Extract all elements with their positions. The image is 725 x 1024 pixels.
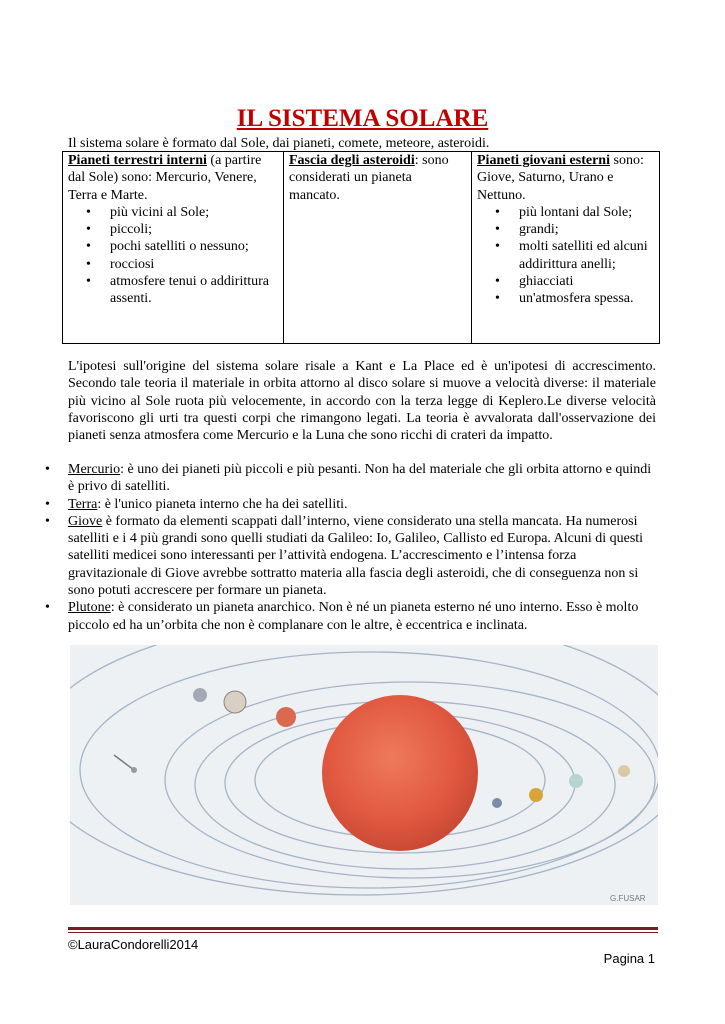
planet-note-plutone (68, 599, 656, 634)
planet-description: : è uno dei pianeti più piccoli e più pesanti. Non ha del materiale che gli orbita attorno e quindi è privo di satelliti. (68, 462, 652, 495)
inner-planets-text: (a partire dal Sole) sono: Mercurio, Venere, Terra e Marte. (68, 153, 262, 203)
planet-note-mercurio (68, 461, 656, 496)
sun-shape (322, 695, 478, 851)
planets-table (62, 151, 660, 344)
asteroid-belt-heading: Fascia degli asteroidi (289, 153, 415, 168)
list-item: • rocciosi (110, 256, 278, 273)
solar-system-drawing (70, 645, 658, 905)
list-item: • ghiacciati (519, 273, 654, 290)
outer-planets-heading: Pianeti giovani esterni (477, 153, 610, 168)
planet-name: Mercurio (68, 462, 121, 477)
comet-shape (131, 767, 137, 773)
list-item: • molti satelliti ed alcuni addirittura anelli; (519, 238, 654, 273)
asteroid-belt-cell (284, 152, 472, 344)
footer-rule (68, 932, 658, 933)
footer-rule (68, 927, 658, 930)
asteroid-belt-text: : sono considerati un pianeta mancato. (289, 153, 449, 203)
outer-planets-text: sono: Giove, Saturno, Urano e Nettuno. (477, 153, 644, 203)
page-number: Pagina 1 (603, 951, 655, 966)
planet-shape (569, 774, 583, 788)
planet-name: Giove (68, 513, 103, 529)
drawing-signature: G.FUSAR (610, 894, 646, 903)
footer-copyright: ©LauraCondorelli2014 (68, 937, 199, 952)
list-item: • grandi; (519, 221, 654, 238)
outer-planets-list (477, 204, 654, 308)
page-title: IL SISTEMA SOLARE (236, 105, 489, 132)
list-item: • più lontani dal Sole; (519, 204, 654, 221)
planet-notes-list (68, 461, 656, 634)
planet-shape (618, 765, 630, 777)
inner-planets-heading: Pianeti terrestri interni (68, 153, 207, 168)
planet-description: : è considerato un pianeta anarchico. Non è né un pianeta esterno né uno interno. Esso è molto piccolo ed ha un’orbita che non è complanare con le altre, è eccentrica e inclinata. (68, 600, 639, 633)
list-item: • piccoli; (110, 221, 278, 238)
planet-note-giove (68, 513, 656, 599)
planet-shape (529, 788, 543, 802)
planet-shape (492, 798, 502, 808)
inner-planets-cell (63, 152, 284, 344)
planet-shape (193, 688, 207, 702)
planet-note-terra (68, 496, 656, 513)
planet-description: : è l'unico pianeta interno che ha dei satelliti. (97, 496, 348, 512)
list-item: • atmosfere tenui o addirittura assenti. (110, 273, 278, 308)
planet-name: Terra (68, 496, 98, 512)
intro-text: Il sistema solare è formato dal Sole, dai pianeti, comete, meteore, asteroidi. (68, 136, 490, 151)
list-item: • un'atmosfera spessa. (519, 290, 654, 307)
planet-shape (224, 691, 246, 713)
list-item: • più vicini al Sole; (110, 204, 278, 221)
origin-paragraph: L'ipotesi sull'origine del sistema solare risale a Kant e La Place ed è un'ipotesi di accrescimento. Secondo tale teoria il materiale in orbita attorno al disco solare si muove a velocità diverse: il materiale più vicino al Sole ruota più velocemente, in accordo con la terza legge di Keplero.Le diverse velocità favoriscono gli urti tra questi corpi che rimangono legati. La teoria è avvalorata dall'osservazione dei pianeti senza atmosfera come Mercurio e la Luna che sono ricchi di crateri da impatto. (68, 359, 656, 444)
list-item: • pochi satelliti o nessuno; (110, 238, 278, 255)
planet-name: Plutone (68, 600, 111, 616)
outer-planets-cell (472, 152, 660, 344)
inner-planets-list (68, 204, 278, 308)
planet-description: è formato da elementi scappati dall’interno, viene considerato una stella mancata. Ha numerosi satelliti e i 4 più grandi sono quelli studiati da Galileo: Io, Galileo, Callisto ed Europa. Alcuni di questi satelliti medicei sono interessanti per l’attività endogena. L’accrescimento e l’intensa forza gravitazionale di Giove avrebbe sottratto materia alla fascia degli asteroidi, che di conseguenza non si sono potuti accrescere per formare un pianeta. (68, 513, 644, 599)
planet-shape (276, 707, 296, 727)
